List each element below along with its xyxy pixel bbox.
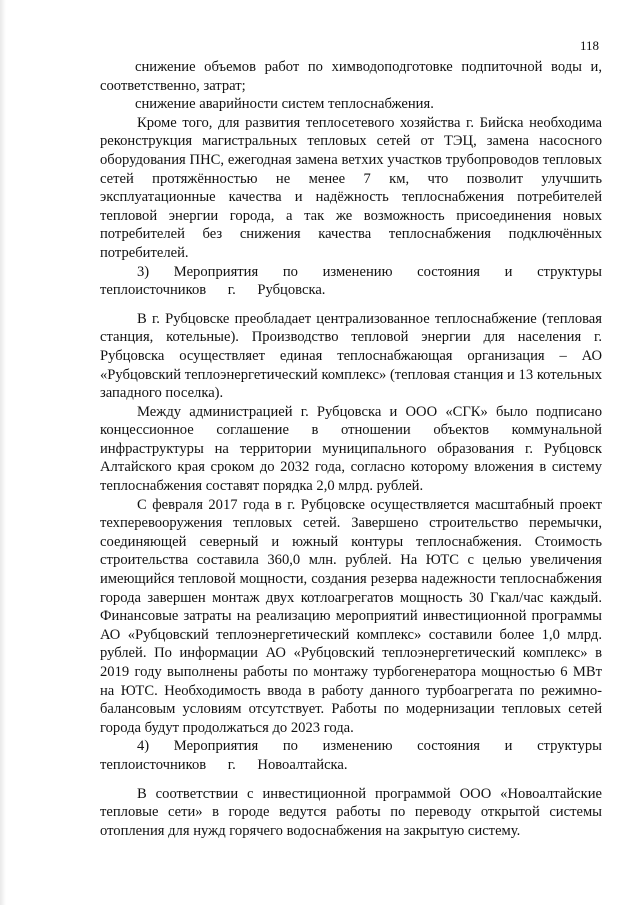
- scan-edge-shadow: [0, 0, 6, 905]
- page-number: 118: [579, 38, 599, 53]
- paragraph-5: Между администрацией г. Рубцовска и ООО «СГК» было подписано концессионное соглашение в отношении объектов коммунальной инфраструктуры на территории муниципального образования г. Рубцовск Алтайского края сроком до 2032 года, согласно которому вложения в систему теплоснабжения составят порядка 2,0 млрд. рублей.: [100, 403, 602, 495]
- heading-3: 3) Мероприятия по изменению состояния и структуры теплоисточников г. Рубцовска.: [100, 263, 602, 299]
- heading-4: 4) Мероприятия по изменению состояния и структуры теплоисточников г. Новоалтайска.: [100, 738, 602, 773]
- paragraph-7: В соответствии с инвестиционной программой ООО «Новоалтайские тепловые сети» в городе ведутся работы по переводу открытой системы отопления для нужд горячего водоснабжения на закрытую систему.: [100, 785, 602, 839]
- paragraph-2: снижение аварийности систем теплоснабжения.: [135, 96, 434, 113]
- paragraph-6: С февраля 2017 года в г. Рубцовске осуществляется масштабный проект техперевооружения тепловых сетей. Завершено строительство перемычки, соединяющей северный и южный контуры теплоснабжения. Стоимость строительства составила 360,0 млн. рублей. На ЮТС с целью увеличения имеющийся тепловой мощности, создания резерва надежности теплоснабжения города завершен монтаж двух котлоагрегатов мощность 30 Гкал/час каждый. Финансовые затраты на реализацию мероприятий инвестиционной программы АО «Рубцовский теплоэнергетический комплекс» составили более 1,0 млрд. рублей. По информации АО «Рубцовский теплоэнергетический комплекс» в 2019 году выполнены работы по монтажу турбогенератора мощностью 6 МВт на ЮТС. Необходимость ввода в работу данного турбоагрегата по режимно-балансовым условиям отсутствует. Работы по модернизации тепловых сетей города будут продолжаться до 2023 года.: [100, 496, 602, 736]
- paragraph-1: снижение объемов работ по химводоподготовке подпиточной воды и, соответственно, затрат;: [100, 59, 602, 94]
- document-body: [100, 58, 602, 840]
- paragraph-4: В г. Рубцовске преобладает централизованное теплоснабжение (тепловая станция, котельные). Производство тепловой энергии для населения г. Рубцовска осуществляет единая теплоснабжающая организация – АО «Рубцовский теплоэнергетический комплекс» (тепловая станция и 13 котельных западного поселка).: [100, 310, 602, 402]
- paragraph-3: Кроме того, для развития теплосетевого хозяйства г. Бийска необходима реконструкция магистральных тепловых сетей от ТЭЦ, замена насосного оборудования ПНС, ежегодная замена ветхих участков трубопроводов тепловых сетей протяжённостью не менее 7 км, что позволит улучшить эксплуатационные качества и надёжность теплоснабжения потребителей тепловой энергии города, а так же возможность присоединения новых потребителей без снижения качества теплоснабжения подключённых потребителей.: [100, 114, 602, 261]
